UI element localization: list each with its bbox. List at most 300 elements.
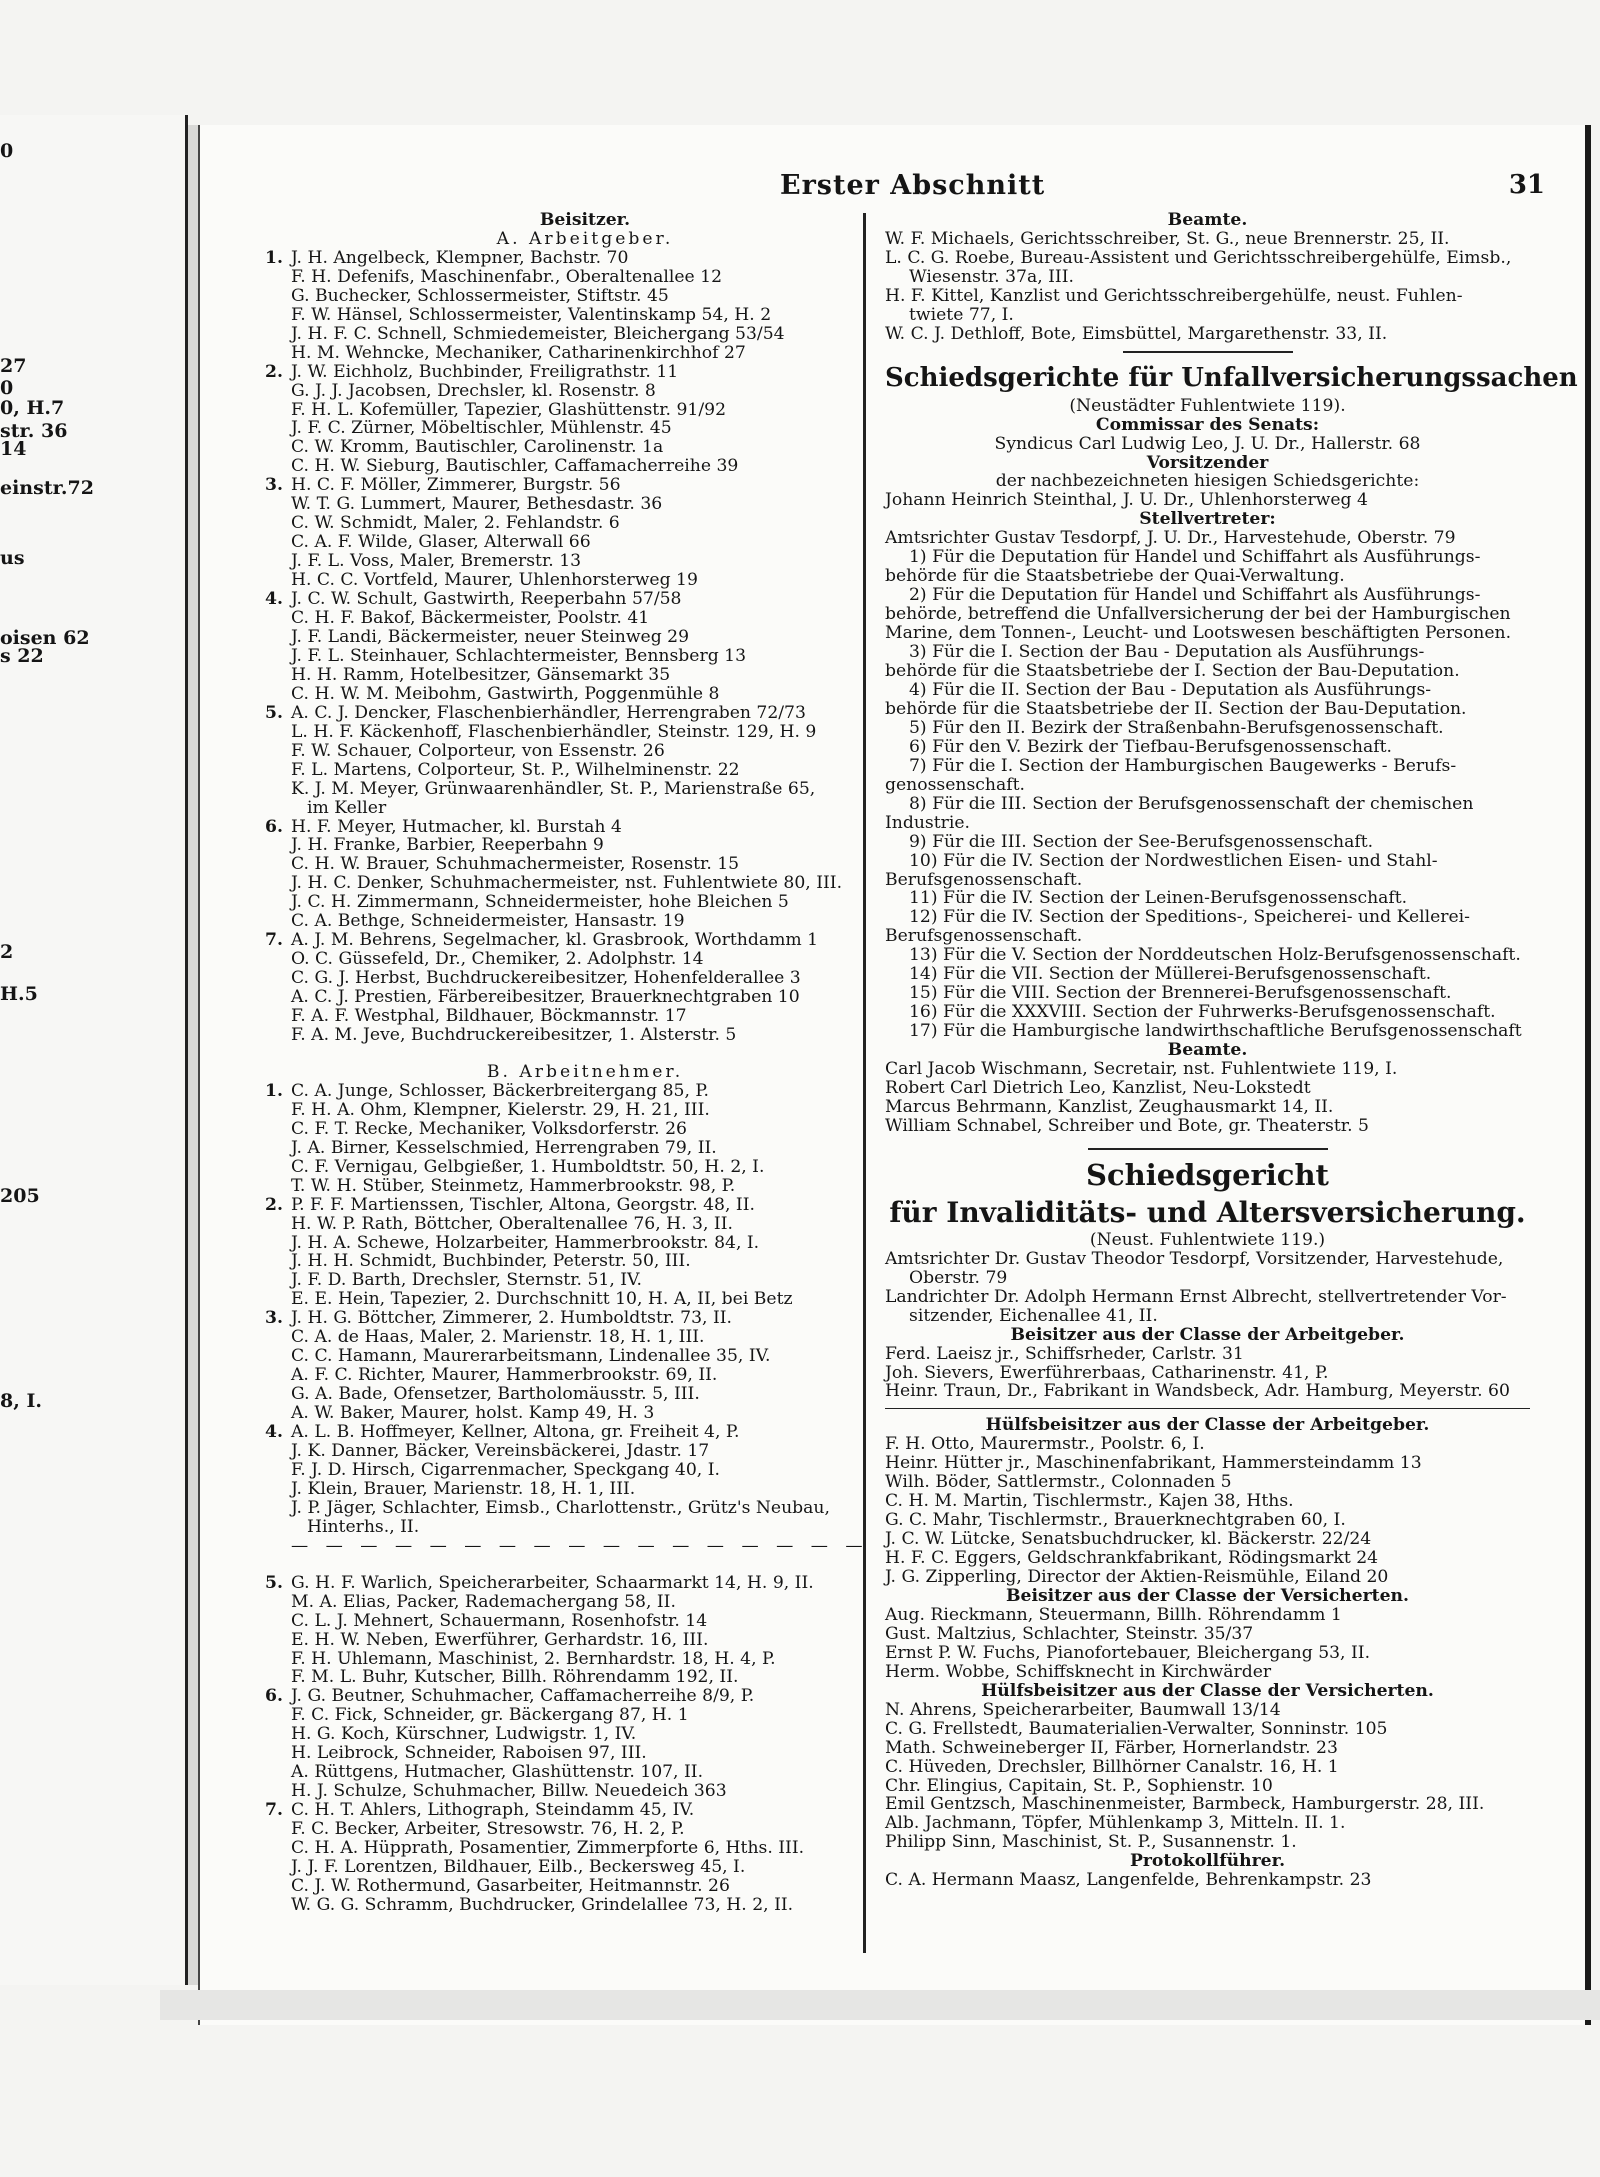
member-entry [265, 1158, 905, 1177]
group-number: 1. [265, 1080, 283, 1101]
member-entry [265, 1593, 905, 1612]
member-entry [265, 590, 905, 609]
member-entry [265, 893, 905, 912]
member-text: W. T. G. Lummert, Maurer, Bethesdastr. 36 [291, 494, 663, 515]
section-heading-arbeitnehmer: B. Arbeitnehmer. [486, 1061, 684, 1082]
member-text: F. H. Defenifs, Maschinenfabr., Oberaltenallee 12 [291, 266, 723, 287]
member-text: C. H. W. Sieburg, Bautischler, Caffamacherreihe 39 [291, 456, 739, 477]
member-text: H. G. Koch, Kürschner, Ludwigstr. 1, IV. [291, 1724, 637, 1745]
member-text: C. A. Bethge, Schneidermeister, Hansastr. 19 [291, 911, 685, 932]
member-entry [265, 988, 905, 1007]
member-entry [265, 1744, 905, 1763]
member-entry [265, 1026, 905, 1045]
member-text: C. A. de Haas, Maler, 2. Marienstr. 18, H. 1, III. [291, 1327, 705, 1348]
list-line: Emil Gentzsch, Maschinenmeister, Barmbeck, Hamburgerstr. 28, III. [885, 1794, 1485, 1815]
list-line: 1) Für die Deputation für Handel und Schiffahrt als Ausführungs- [909, 547, 1481, 568]
member-text: G. Buchecker, Schlossermeister, Stiftstr. 45 [291, 285, 669, 306]
member-entry [265, 1820, 905, 1839]
unfall-address: (Neustädter Fuhlentwiete 119). [1069, 395, 1346, 416]
member-entry [265, 476, 905, 495]
vs-list [885, 1606, 1530, 1682]
list-line: Landrichter Dr. Adolph Hermann Ernst Albrecht, stellvertretender Vor- [885, 1286, 1507, 1307]
list-line: Alb. Jachmann, Töpfer, Mühlenkamp 3, Mitteln. II. 1. [885, 1813, 1346, 1834]
member-entry [265, 325, 905, 344]
member-text: J. H. H. Schmidt, Buchbinder, Peterstr. 50, III. [291, 1251, 691, 1272]
commissar: Syndicus Carl Ludwig Leo, J. U. Dr., Hallerstr. 68 [994, 433, 1421, 454]
list-line: Marine, dem Tonnen-, Leucht- und Lootswesen beschäftigten Personen. [885, 623, 1512, 644]
left-column [265, 211, 905, 1915]
group-number: 5. [265, 702, 283, 723]
member-text: J. F. D. Barth, Drechsler, Sternstr. 51, IV. [291, 1270, 642, 1291]
list-line: Ernst P. W. Fuchs, Pianofortebauer, Bleichergang 53, II. [885, 1642, 1371, 1663]
prev-page-fragment: 8, I. [0, 1390, 42, 1412]
unfall-title: Schiedsgerichte für Unfallversicherungssachen [885, 362, 1578, 393]
group-number: 3. [265, 1308, 283, 1329]
member-entry [265, 1139, 905, 1158]
member-text: im Keller [307, 797, 387, 818]
member-entry [265, 401, 905, 420]
member-text: J. F. C. Zürner, Möbeltischler, Mühlenstr. 45 [291, 418, 672, 439]
prev-page-fragment: str. 36 [0, 420, 68, 442]
stellvertreter-heading: Stellvertreter: [1139, 509, 1276, 530]
member-entry [265, 1499, 905, 1518]
list-line: twiete 77, I. [909, 304, 1014, 325]
list-line: 13) Für die V. Section der Norddeutschen Holz-Berufsgenossenschaft. [909, 945, 1521, 966]
member-text: C. H. F. Bakof, Bäckermeister, Poolstr. 41 [291, 608, 650, 629]
section-rule [885, 1408, 1530, 1409]
member-text: J. H. C. Denker, Schuhmachermeister, nst. Fuhlentwiete 80, III. [291, 873, 843, 894]
group-number: 4. [265, 589, 283, 610]
member-entry [265, 552, 905, 571]
list-line: Robert Carl Dietrich Leo, Kanzlist, Neu-Lokstedt [885, 1077, 1311, 1098]
member-text: A. Rüttgens, Hutmacher, Glashüttenstr. 107, II. [291, 1762, 704, 1783]
member-entry [265, 647, 905, 666]
member-entry [265, 1196, 905, 1215]
member-entry [265, 818, 905, 837]
list-line: Philipp Sinn, Maschinist, St. P., Susannenstr. 1. [885, 1832, 1297, 1853]
prev-page-fragment: 2 [0, 941, 14, 963]
list-line: C. Hüveden, Drechsler, Billhörner Canalstr. 16, H. 1 [885, 1756, 1339, 1777]
gap [265, 1556, 905, 1574]
prev-page-fragment: 0 [0, 377, 14, 399]
member-text: C. H. W. M. Meibohm, Gastwirth, Poggenmühle 8 [291, 683, 720, 704]
member-text: A. J. M. Behrens, Segelmacher, kl. Grasbrook, Worthdamm 1 [291, 930, 819, 951]
member-text: H. Leibrock, Schneider, Raboisen 97, III. [291, 1743, 647, 1764]
running-head [200, 170, 1585, 210]
member-text: L. H. F. Käckenhoff, Flaschenbierhändler, Steinstr. 129, H. 9 [291, 721, 817, 742]
member-text: J. P. Jäger, Schlachter, Eimsb., Charlottenstr., Grütz's Neubau, [291, 1497, 830, 1518]
member-entry [265, 628, 905, 647]
member-text: T. W. H. Stüber, Steinmetz, Hammerbrookstr. 98, P. [291, 1175, 736, 1196]
member-entry [265, 1763, 905, 1782]
member-entry [265, 1782, 905, 1801]
section-rule [1088, 1148, 1328, 1150]
list-line: behörde für die Staatsbetriebe der I. Section der Bau-Deputation. [885, 661, 1460, 682]
beamte-list [885, 230, 1530, 344]
section-heading-beisitzer: Beisitzer. [539, 210, 631, 230]
member-text: J. F. Landi, Bäckermeister, neuer Steinweg 29 [291, 626, 690, 647]
group-number: 7. [265, 930, 283, 951]
member-text: F. A. F. Westphal, Bildhauer, Böckmannstr. 17 [291, 1006, 687, 1027]
member-entry [265, 1347, 905, 1366]
protokoll-heading: Protokollführer. [1129, 1851, 1286, 1872]
list-line: 8) Für die III. Section der Berufsgenossenschaft der chemischen [909, 793, 1474, 814]
member-entry [265, 1706, 905, 1725]
member-entry [265, 1234, 905, 1253]
member-text: J. C. H. Zimmermann, Schneidermeister, hohe Bleichen 5 [291, 892, 789, 913]
group-number: 2. [265, 361, 283, 382]
invalid-address: (Neust. Fuhlentwiete 119.) [1089, 1229, 1326, 1250]
member-text: J. J. F. Lorentzen, Bildhauer, Eilb., Beckersweg 45, I. [291, 1857, 746, 1878]
list-line: behörde für die Staatsbetriebe der II. Section der Bau-Deputation. [885, 698, 1467, 719]
member-entry [265, 969, 905, 988]
member-entry [265, 1404, 905, 1423]
unfall-beamte-list [885, 1060, 1530, 1136]
list-line: L. C. G. Roebe, Bureau-Assistent und Gerichtsschreibergehülfe, Eimsb., [885, 247, 1512, 268]
member-entry [265, 1480, 905, 1499]
member-entry [265, 704, 905, 723]
list-line: Carl Jacob Wischmann, Secretair, nst. Fuhlentwiete 119, I. [885, 1059, 1398, 1080]
invalid-title-2: für Invaliditäts- und Altersversicherung. [889, 1195, 1526, 1229]
member-entry [265, 855, 905, 874]
member-text: P. F. F. Martienssen, Tischler, Altona, Georgstr. 48, II. [291, 1194, 755, 1215]
member-entry [265, 836, 905, 855]
member-text: A. C. J. Dencker, Flaschenbierhändler, Herrengraben 72/73 [291, 702, 806, 723]
member-text: H. J. Schulze, Schuhmacher, Billw. Neuedeich 363 [291, 1781, 727, 1802]
member-entry [265, 438, 905, 457]
member-entry [265, 419, 905, 438]
list-line: genossenschaft. [885, 774, 1025, 795]
member-entry [265, 1442, 905, 1461]
member-text: C. J. W. Rothermund, Gasarbeiter, Heitmannstr. 26 [291, 1875, 730, 1896]
invalid-title-1: Schiedsgericht [1086, 1157, 1329, 1192]
member-text: F. C. Fick, Schneider, gr. Bäckergang 87, H. 1 [291, 1705, 689, 1726]
hvs-list [885, 1701, 1530, 1853]
list-line: J. G. Zipperling, Director der Aktien-Reismühle, Eiland 20 [885, 1567, 1389, 1588]
member-text: F. M. L. Buhr, Kutscher, Billh. Röhrendamm 192, II. [291, 1667, 739, 1688]
member-entry [265, 685, 905, 704]
member-entry [265, 1631, 905, 1650]
group-number: 1. [265, 247, 283, 268]
member-entry [265, 1271, 905, 1290]
member-text: F. W. Hänsel, Schlossermeister, Valentinskamp 54, H. 2 [291, 304, 772, 325]
member-text: G. A. Bade, Ofensetzer, Bartholomäusstr. 5, III. [291, 1384, 700, 1405]
list-line: Amtsrichter Dr. Gustav Theodor Tesdorpf, Vorsitzender, Harvestehude, [885, 1248, 1504, 1269]
member-entry [265, 950, 905, 969]
list-line: 11) Für die IV. Section der Leinen-Berufsgenossenschaft. [909, 888, 1408, 909]
member-entry [265, 571, 905, 590]
list-line: Ferd. Laeisz jr., Schiffsrheder, Carlstr. 31 [885, 1343, 1244, 1364]
list-line: Heinr. Traun, Dr., Fabrikant in Wandsbeck, Adr. Hamburg, Meyerstr. 60 [885, 1381, 1510, 1402]
member-entry [265, 1461, 905, 1480]
list-line: H. F. C. Eggers, Geldschrankfabrikant, Rödingsmarkt 24 [885, 1548, 1379, 1569]
member-text: J. H. Angelbeck, Klempner, Bachstr. 70 [291, 247, 629, 268]
member-text: C. H. A. Hüpprath, Posamentier, Zimmerpforte 6, Hths. III. [291, 1838, 805, 1859]
member-entry [265, 1423, 905, 1442]
list-line: Gust. Maltzius, Schlachter, Steinstr. 35/37 [885, 1623, 1254, 1644]
member-entry [265, 1858, 905, 1877]
list-line: 15) Für die VIII. Section der Brennerei-Berufsgenossenschaft. [909, 983, 1452, 1004]
member-text: A. W. Baker, Maurer, holst. Kamp 49, H. 3 [291, 1403, 655, 1424]
member-text: C. A. F. Wilde, Glaser, Alterwall 66 [291, 532, 591, 553]
member-entry [265, 912, 905, 931]
section-rule [1123, 351, 1293, 353]
member-text: J. Klein, Brauer, Marienstr. 18, H. 1, III. [291, 1478, 636, 1499]
member-entry [265, 666, 905, 685]
member-entry [265, 363, 905, 382]
arbeitgeber-list [265, 249, 905, 1045]
member-entry [265, 1290, 905, 1309]
member-entry [265, 1896, 905, 1915]
member-text: G. H. F. Warlich, Speicherarbeiter, Schaarmarkt 14, H. 9, II. [291, 1572, 814, 1593]
list-line: 5) Für den II. Bezirk der Straßenbahn-Berufsgenossenschaft. [909, 717, 1444, 738]
group-number: 4. [265, 1422, 283, 1443]
section-heading-arbeitgeber: A. Arbeitgeber. [496, 228, 674, 249]
list-line: Berufsgenossenschaft. [885, 869, 1083, 890]
member-entry [265, 495, 905, 514]
list-line: 6) Für den V. Bezirk der Tiefbau-Berufsgenossenschaft. [909, 736, 1392, 757]
unfall-beamte-heading: Beamte. [1167, 1040, 1248, 1061]
list-line: William Schnabel, Schreiber und Bote, gr. Theaterstr. 5 [885, 1115, 1369, 1136]
group-number: 5. [265, 1572, 283, 1593]
unfall-items-list [885, 548, 1530, 1041]
member-entry [265, 1215, 905, 1234]
list-line: Herm. Wobbe, Schiffsknecht in Kirchwärder [885, 1661, 1272, 1682]
member-entry [265, 1687, 905, 1706]
member-entry [265, 514, 905, 533]
running-head-title: Erster Abschnitt [780, 170, 1046, 201]
member-text: H. M. Wehncke, Mechaniker, Catharinenkirchhof 27 [291, 342, 746, 363]
member-entry [265, 268, 905, 287]
list-line: Wiesenstr. 37a, III. [909, 266, 1074, 287]
member-entry [265, 287, 905, 306]
vorsitzender: Johann Heinrich Steinthal, J. U. Dr., Uhlenhorsterweg 4 [885, 490, 1368, 511]
member-text: C. L. J. Mehnert, Schauermann, Rosenhofstr. 14 [291, 1610, 708, 1631]
member-entry [265, 931, 905, 950]
list-line: C. G. Frellstedt, Baumaterialien-Verwalter, Sonninstr. 105 [885, 1718, 1388, 1739]
vorsitzender-sub: der nachbezeichneten hiesigen Schiedsgerichte: [995, 471, 1420, 492]
list-line: J. C. W. Lütcke, Senatsbuchdrucker, kl. Bäckerstr. 22/24 [885, 1529, 1372, 1550]
member-entry [265, 1801, 905, 1820]
member-entry [265, 1612, 905, 1631]
member-text: C. C. Hamann, Maurerarbeitsmann, Lindenallee 35, IV. [291, 1346, 771, 1367]
member-entry [265, 1082, 905, 1101]
list-line: F. H. Otto, Maurermstr., Poolstr. 6, I. [885, 1434, 1205, 1455]
ag-beisitzer-list [885, 1345, 1530, 1402]
member-text: K. J. M. Meyer, Grünwaarenhändler, St. P., Marienstraße 65, [291, 778, 816, 799]
list-line: 12) Für die IV. Section der Speditions-, Speicherei- und Kellerei- [909, 907, 1470, 928]
member-text: A. C. J. Prestien, Färbereibesitzer, Brauerknechtgraben 10 [291, 987, 800, 1008]
member-text: J. H. A. Schewe, Holzarbeiter, Hammerbrookstr. 84, I. [291, 1232, 760, 1253]
list-line: G. C. Mahr, Tischlermstr., Brauerknechtgraben 60, I. [885, 1510, 1346, 1531]
list-line: H. F. Kittel, Kanzlist und Gerichtsschreibergehülfe, neust. Fuhlen- [885, 285, 1463, 306]
prev-page-fragment: us [0, 547, 25, 569]
member-text: J. H. Franke, Barbier, Reeperbahn 9 [291, 835, 604, 856]
group-number: 2. [265, 1194, 283, 1215]
member-text: A. L. B. Hoffmeyer, Kellner, Altona, gr. Freiheit 4, P. [291, 1422, 740, 1443]
list-line: behörde, betreffend die Unfallversicherung der bei der Hamburgischen [885, 604, 1511, 625]
member-text: G. J. J. Jacobsen, Drechsler, kl. Rosenstr. 8 [291, 380, 656, 401]
member-entry [265, 1309, 905, 1328]
member-text: J. W. Eichholz, Buchbinder, Freiligrathstr. 11 [291, 361, 679, 382]
member-entry [265, 1328, 905, 1347]
member-entry [265, 742, 905, 761]
group-number: 3. [265, 475, 283, 496]
member-text: H. C. C. Vortfeld, Maurer, Uhlenhorsterweg 19 [291, 570, 698, 591]
commissar-heading: Commissar des Senats: [1095, 414, 1320, 435]
member-entry [265, 457, 905, 476]
member-entry [265, 1518, 905, 1537]
member-text: C. A. Junge, Schlosser, Bäckerbreitergang 85, P. [291, 1080, 709, 1101]
member-text: J. H. G. Böttcher, Zimmerer, 2. Humboldtstr. 73, II. [291, 1308, 732, 1329]
prev-page-fragment: 27 [0, 355, 27, 377]
member-text: J. K. Danner, Bäcker, Vereinsbäckerei, Jdastr. 17 [291, 1441, 710, 1461]
previous-page-edge [0, 115, 188, 1985]
list-line: N. Ahrens, Speicherarbeiter, Baumwall 13/14 [885, 1699, 1281, 1720]
member-entry [265, 382, 905, 401]
member-text: A. F. C. Richter, Maurer, Hammerbrookstr. 69, II. [291, 1365, 718, 1386]
member-entry [265, 344, 905, 363]
member-entry [265, 1252, 905, 1271]
member-entry [265, 609, 905, 628]
list-line: Joh. Sievers, Ewerführerbaas, Catharinenstr. 41, P. [885, 1362, 1329, 1383]
prev-page-fragment: H.5 [0, 983, 38, 1005]
list-line: 14) Für die VII. Section der Müllerei-Berufsgenossenschaft. [909, 964, 1432, 985]
hag-list [885, 1435, 1530, 1587]
list-line: 9) Für die III. Section der See-Berufsgenossenschaft. [909, 831, 1374, 852]
list-line: Industrie. [885, 812, 971, 833]
list-line: W. C. J. Dethloff, Bote, Eimsbüttel, Margarethenstr. 33, II. [885, 323, 1388, 344]
list-line: Math. Schweineberger II, Färber, Hornerlandstr. 23 [885, 1737, 1338, 1758]
member-entry [265, 1101, 905, 1120]
member-text: C. H. W. Brauer, Schuhmachermeister, Rosenstr. 15 [291, 854, 740, 875]
list-line: Wilh. Böder, Sattlermstr., Colonnaden 5 [885, 1472, 1232, 1493]
member-entry [265, 1366, 905, 1385]
member-text: J. F. L. Steinhauer, Schlachtermeister, Bennsberg 13 [291, 645, 747, 666]
vs-heading: Beisitzer aus der Classe der Versicherten. [1005, 1586, 1410, 1606]
prev-page-fragment: s 22 [0, 645, 44, 667]
hag-heading: Hülfsbeisitzer aus der Classe der Arbeitgeber. [985, 1415, 1430, 1436]
member-entry [265, 1668, 905, 1687]
member-entry [265, 249, 905, 268]
member-text: H. F. Meyer, Hutmacher, kl. Burstah 4 [291, 816, 622, 837]
member-text: F. J. D. Hirsch, Cigarrenmacher, Speckgang 40, I. [291, 1459, 720, 1480]
member-text: C. F. T. Recke, Mechaniker, Volksdorferstr. 26 [291, 1118, 687, 1139]
vorsitzender-heading: Vorsitzender [1146, 452, 1269, 473]
prev-page-fragment: 0, H.7 [0, 397, 65, 419]
member-entry [265, 1007, 905, 1026]
list-line: 4) Für die II. Section der Bau - Deputation als Ausführungs- [909, 679, 1432, 700]
list-line: 17) Für die Hamburgische landwirthschaftliche Berufsgenossenschaft [909, 1021, 1522, 1042]
list-line: Heinr. Hütter jr., Maschinenfabrikant, Hammersteindamm 13 [885, 1453, 1422, 1474]
member-text: C. F. Vernigau, Gelbgießer, 1. Humboldtstr. 50, H. 2, I. [291, 1156, 765, 1177]
member-entry [265, 874, 905, 893]
member-text: F. W. Schauer, Colporteur, von Essenstr. 26 [291, 740, 665, 761]
member-text: J. H. F. C. Schnell, Schmiedemeister, Bleichergang 53/54 [291, 323, 785, 344]
ag-beisitzer-heading: Beisitzer aus der Classe der Arbeitgeber. [1010, 1324, 1405, 1345]
member-entry [265, 1839, 905, 1858]
member-text: Hinterhs., II. [307, 1516, 420, 1537]
member-text: F. H. Uhlemann, Maschinist, 2. Bernhardstr. 18, H. 4, P. [291, 1648, 776, 1669]
member-entry [265, 723, 905, 742]
member-text: F. H. A. Ohm, Klempner, Kielerstr. 29, H. 21, III. [291, 1099, 710, 1120]
member-text: J. F. L. Voss, Maler, Bremerstr. 13 [291, 551, 582, 572]
prev-page-fragment: einstr.72 [0, 477, 94, 499]
member-entry [265, 1385, 905, 1404]
member-entry [265, 306, 905, 325]
member-text: W. G. G. Schramm, Buchdrucker, Grindelallee 73, H. 2, II. [291, 1894, 794, 1915]
list-line: Chr. Elingius, Capitain, St. P., Sophienstr. 10 [885, 1775, 1273, 1796]
group-number: 7. [265, 1800, 283, 1821]
member-text: F. C. Becker, Arbeiter, Stresowstr. 76, H. 2, P. [291, 1819, 685, 1840]
group-number: 6. [265, 1686, 283, 1707]
list-line: 3) Für die I. Section der Bau - Deputation als Ausführungs- [909, 642, 1425, 663]
prev-page-fragment: 0 [0, 140, 14, 162]
prev-page-fragment: 14 [0, 438, 27, 460]
list-line: C. H. M. Martin, Tischlermstr., Kajen 38, Hths. [885, 1491, 1294, 1512]
list-line: 10) Für die IV. Section der Nordwestlichen Eisen- und Stahl- [909, 850, 1438, 871]
page-bottom-edge [160, 1990, 1600, 2020]
right-column [885, 210, 1578, 1891]
beamte-heading: Beamte. [1167, 210, 1248, 230]
hvs-heading: Hülfsbeisitzer aus der Classe der Versicherten. [981, 1680, 1434, 1701]
binding-gutter [188, 125, 198, 1985]
member-entry [265, 780, 905, 799]
member-text: E. H. W. Neben, Ewerführer, Gerhardstr. 16, III. [291, 1629, 709, 1650]
document-page [198, 125, 1591, 2025]
member-text: J. C. W. Schult, Gastwirth, Reeperbahn 57/58 [291, 589, 682, 610]
member-text: C. H. T. Ahlers, Lithograph, Steindamm 45, IV. [291, 1800, 695, 1821]
member-text: H. W. P. Rath, Böttcher, Oberaltenallee 76, H. 3, II. [291, 1213, 733, 1234]
list-line: Oberstr. 79 [909, 1267, 1008, 1288]
member-entry [265, 1177, 905, 1196]
member-text: E. E. Hein, Tapezier, 2. Durchschnitt 10, H. A, II, bei Betz [291, 1289, 793, 1310]
stellvertreter: Amtsrichter Gustav Tesdorpf, J. U. Dr., Harvestehude, Oberstr. 79 [885, 528, 1456, 549]
list-line: 16) Für die XXXVIII. Section der Fuhrwerks-Berufsgenossenschaft. [909, 1002, 1496, 1023]
member-text: F. L. Martens, Colporteur, St. P., Wilhelminenstr. 22 [291, 759, 740, 780]
list-line: W. F. Michaels, Gerichtsschreiber, St. G., neue Brennerstr. 25, II. [885, 228, 1450, 249]
list-line: behörde für die Staatsbetriebe der Quai-Verwaltung. [885, 566, 1345, 587]
member-text: H. C. F. Möller, Zimmerer, Burgstr. 56 [291, 475, 621, 496]
prev-page-fragment: oisen 62 [0, 627, 90, 649]
prev-page-fragment: 205 [0, 1185, 40, 1207]
member-entry [265, 799, 905, 818]
member-entry [265, 533, 905, 552]
member-text: O. C. Güssefeld, Dr., Chemiker, 2. Adolphstr. 14 [291, 949, 704, 970]
member-text: J. A. Birner, Kesselschmied, Herrengraben 79, II. [291, 1137, 717, 1158]
member-text: M. A. Elias, Packer, Rademachergang 58, II. [291, 1591, 676, 1612]
member-entry [265, 1877, 905, 1896]
member-text: F. A. M. Jeve, Buchdruckereibesitzer, 1. Alsterstr. 5 [291, 1024, 737, 1045]
member-text: H. H. Ramm, Hotelbesitzer, Gänsemarkt 35 [291, 664, 671, 685]
member-entry [265, 761, 905, 780]
list-line: sitzender, Eichenallee 41, II. [909, 1305, 1158, 1326]
group-number: 6. [265, 816, 283, 837]
page-number: 31 [1508, 170, 1545, 200]
invalid-officials [885, 1250, 1530, 1326]
member-text: C. G. J. Herbst, Buchdruckereibesitzer, Hohenfelderallee 3 [291, 968, 801, 989]
member-text: C. W. Kromm, Bautischler, Carolinenstr. 1a [291, 437, 664, 458]
list-line: 7) Für die I. Section der Hamburgischen Baugewerks - Berufs- [909, 755, 1457, 776]
list-line: 2) Für die Deputation für Handel und Schiffahrt als Ausführungs- [909, 585, 1481, 606]
protokollfuehrer: C. A. Hermann Maasz, Langenfelde, Behrenkampstr. 23 [885, 1870, 1372, 1891]
list-line: Berufsgenossenschaft. [885, 926, 1083, 947]
member-text: C. W. Schmidt, Maler, 2. Fehlandstr. 6 [291, 513, 620, 534]
list-line: Marcus Behrmann, Kanzlist, Zeughausmarkt 14, II. [885, 1096, 1334, 1117]
member-entry [265, 1725, 905, 1744]
member-entry [265, 1574, 905, 1593]
separator-dashes: — — — — — — — — — — — — — — — — — [291, 1535, 869, 1556]
